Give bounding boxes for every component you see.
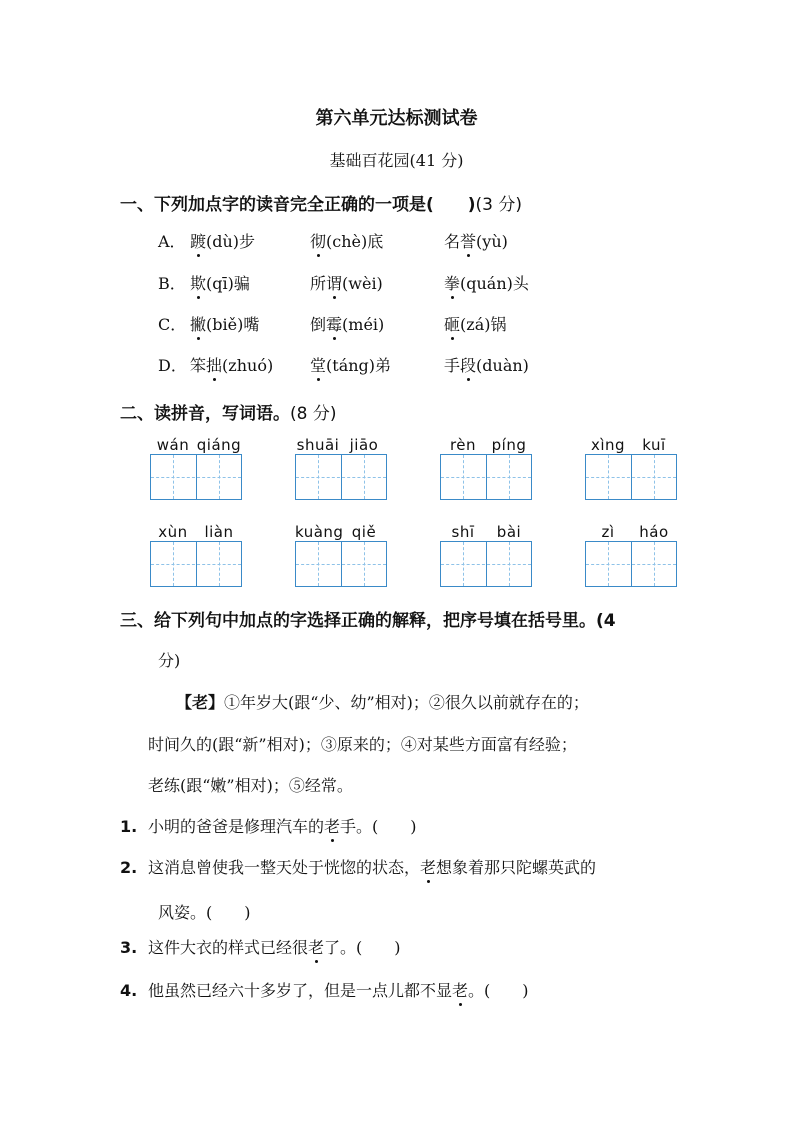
section1-heading-text: 一、下列加点字的读音完全正确的一项是( ) — [120, 195, 476, 215]
question-line — [120, 855, 596, 878]
question-number: 4. — [120, 981, 138, 1000]
option-text: (dù)步 — [206, 232, 256, 251]
option-text: 倒 — [310, 315, 327, 334]
definition-line-1 — [176, 690, 589, 713]
dotted-char: 堂 — [310, 353, 326, 376]
grid-guide — [586, 477, 676, 478]
option-text: (zhuó) — [222, 356, 274, 375]
option-word — [190, 229, 255, 252]
option-text: (quán)头 — [460, 274, 529, 293]
section1-score: (3 分) — [475, 195, 523, 215]
definition-text-1: ①年岁大(跟“少、幼”相对)；②很久以前就存在的； — [224, 693, 589, 712]
option-text: (zá)锅 — [460, 315, 507, 334]
option-label: A． — [158, 232, 186, 251]
option-text: 笨 — [190, 356, 207, 375]
question-text: 手。( ) — [340, 817, 417, 836]
option-row[interactable] — [158, 271, 188, 294]
option-text: (méi) — [342, 315, 385, 334]
question-line — [120, 935, 401, 958]
option-text: (wèi) — [342, 274, 383, 293]
option-row[interactable] — [158, 353, 188, 376]
option-word — [444, 271, 529, 294]
dotted-char: 撇 — [190, 312, 206, 335]
option-text: 所 — [310, 274, 327, 293]
pinyin-syllable: rèn — [449, 436, 477, 454]
option-word — [444, 353, 529, 376]
pinyin-syllable: shī — [451, 523, 475, 541]
option-word — [444, 312, 506, 335]
pinyin-syllable: kuàng — [295, 523, 344, 541]
option-word — [310, 229, 383, 252]
dotted-char: 拙 — [206, 353, 222, 376]
question-number: 1. — [120, 817, 138, 836]
section2-heading — [120, 399, 336, 424]
question-text: 这消息曾使我一整天处于恍惚的状态， — [148, 858, 421, 877]
dotted-char: 砸 — [444, 312, 460, 335]
question-line — [120, 978, 529, 1001]
dotted-char: 段 — [460, 353, 476, 376]
section3-heading-cont: 分) — [158, 651, 181, 670]
definition-keyword: 【老】 — [176, 693, 225, 712]
option-text: (duàn) — [476, 356, 529, 375]
option-row[interactable] — [158, 312, 188, 335]
option-word — [310, 271, 383, 294]
option-label: D． — [158, 356, 187, 375]
pinyin-syllable: wán — [156, 436, 190, 454]
pinyin-syllable: shuāi — [296, 436, 340, 454]
pinyin-syllable: qiě — [351, 523, 377, 541]
writing-grid[interactable] — [150, 454, 242, 500]
option-text: (qī)骗 — [206, 274, 250, 293]
section-subtitle: 基础百花园(41 分) — [329, 151, 464, 170]
dotted-char: 老 — [420, 855, 436, 878]
question-text: 想象着那只陀螺英武的 — [436, 858, 597, 877]
dotted-char: 彻 — [310, 229, 326, 252]
grid-guide — [586, 564, 676, 565]
writing-grid[interactable] — [585, 454, 677, 500]
option-word — [190, 271, 250, 294]
option-label: B． — [158, 274, 186, 293]
grid-guide — [296, 564, 386, 565]
pinyin-syllable: xìng — [590, 436, 626, 454]
option-word — [310, 353, 391, 376]
question-line — [158, 900, 251, 923]
pinyin-syllable: kuī — [642, 436, 666, 454]
pinyin-syllable: jiāo — [349, 436, 379, 454]
pinyin-syllable: bài — [496, 523, 522, 541]
grid-guide — [441, 564, 531, 565]
option-text: (biě)嘴 — [206, 315, 260, 334]
section3-heading: 三、给下列句中加点的字选择正确的解释，把序号填在括号里。(4 — [120, 611, 616, 631]
pinyin-syllable: háo — [639, 523, 669, 541]
dotted-char: 老 — [324, 814, 340, 837]
question-text: 了。( ) — [324, 938, 401, 957]
option-label: C． — [158, 315, 187, 334]
writing-grid[interactable] — [440, 541, 532, 587]
section2-heading-text: 二、读拼音，写词语。 — [120, 404, 290, 424]
writing-grid[interactable] — [150, 541, 242, 587]
writing-grid[interactable] — [295, 454, 387, 500]
grid-guide — [441, 477, 531, 478]
pinyin-syllable: píng — [491, 436, 527, 454]
page-title: 第六单元达标测试卷 — [315, 108, 478, 129]
question-text: 他虽然已经六十多岁了，但是一点儿都不显 — [148, 981, 453, 1000]
grid-guide — [296, 477, 386, 478]
option-text: (chè)底 — [326, 232, 384, 251]
dotted-char: 欺 — [190, 271, 206, 294]
dotted-char: 霉 — [326, 312, 342, 335]
pinyin-syllable: qiáng — [196, 436, 242, 454]
dotted-char: 拳 — [444, 271, 460, 294]
dotted-char: 老 — [308, 935, 324, 958]
section1-heading — [120, 190, 522, 215]
writing-grid[interactable] — [440, 454, 532, 500]
option-text: (táng)弟 — [326, 356, 392, 375]
question-text: 小明的爸爸是修理汽车的 — [148, 817, 325, 836]
question-text: 。( ) — [468, 981, 529, 1000]
dotted-char: 老 — [452, 978, 468, 1001]
question-line — [120, 814, 417, 837]
option-word — [444, 229, 508, 252]
question-text: 风姿。( ) — [158, 903, 251, 922]
writing-grid[interactable] — [585, 541, 677, 587]
definition-line-3: 老练(跟“嫩”相对)；⑤经常。 — [148, 776, 353, 795]
option-text: 名 — [444, 232, 461, 251]
dotted-char: 谓 — [326, 271, 342, 294]
definition-line-2: 时间久的(跟“新”相对)；③原来的；④对某些方面富有经验； — [148, 735, 577, 754]
pinyin-syllable: liàn — [204, 523, 234, 541]
pinyin-syllable: xùn — [158, 523, 188, 541]
question-text: 这件大衣的样式已经很 — [148, 938, 309, 957]
writing-grid[interactable] — [295, 541, 387, 587]
section2-score: (8 分) — [290, 404, 337, 424]
question-number: 2. — [120, 858, 138, 877]
option-word — [310, 312, 384, 335]
dotted-char: 誉 — [460, 229, 476, 252]
question-number: 3. — [120, 938, 138, 957]
grid-guide — [151, 477, 241, 478]
option-row[interactable] — [158, 229, 188, 252]
option-text: (yù) — [476, 232, 508, 251]
option-word — [190, 353, 273, 376]
pinyin-syllable: zì — [601, 523, 615, 541]
option-text: 手 — [444, 356, 461, 375]
dotted-char: 踱 — [190, 229, 206, 252]
grid-guide — [151, 564, 241, 565]
option-word — [190, 312, 259, 335]
